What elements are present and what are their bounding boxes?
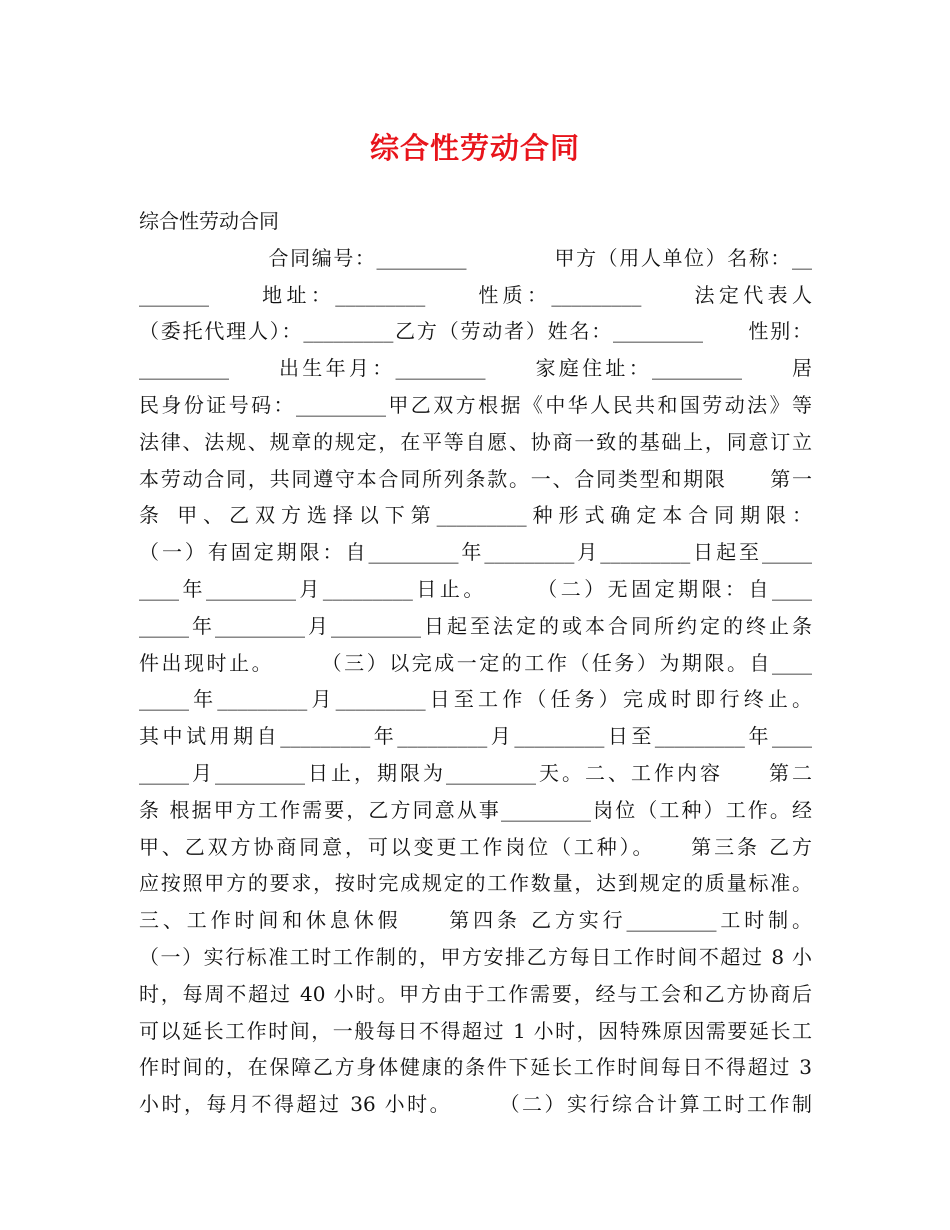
- body-line: （一）实行标准工时工作制的，甲方安排乙方每日工作时间不超过 8 小: [139, 944, 812, 969]
- body-line: 时，每周不超过 40 小时。甲方由于工作需要，经与工会和乙方协商后: [139, 981, 812, 1006]
- body-line: _____年_________月_________日起至法定的或本合同所约定的终止条: [139, 613, 812, 638]
- body-line: 可以延长工作时间，一般每日不得超过 1 小时，因特殊原因需要延长工: [139, 1018, 812, 1043]
- body-line: 民身份证号码：_________甲乙双方根据《中华人民共和国劳动法》等: [139, 392, 812, 417]
- body-line: 作时间的，在保障乙方身体健康的条件下延长工作时间每日不得超过 3: [139, 1055, 812, 1080]
- body-line: 三、工作时间和休息休假 第四条 乙方实行_________工时制。: [139, 908, 812, 933]
- document-title: 综合性劳动合同: [369, 131, 580, 165]
- body-line: _________ 出生年月：_________ 家庭住址：_________ 居: [139, 356, 812, 381]
- body-line: 件出现时止。 （三）以完成一定的工作（任务）为期限。自____: [139, 650, 812, 675]
- body-line: （委托代理人）：_________乙方（劳动者）姓名：_________ 性别：: [139, 319, 812, 344]
- body-line: 小时，每月不得超过 36 小时。 （二）实行综合计算工时工作制: [139, 1092, 812, 1117]
- body-line: 综合性劳动合同: [139, 209, 279, 233]
- body-line: 条 根据甲方工作需要，乙方同意从事_________岗位（工种）工作。经: [139, 797, 812, 822]
- body-line: _____年_________月_________日至工作（任务）完成时即行终止。: [139, 687, 812, 712]
- body-line: _______ 地址：_________ 性质：_________ 法定代表人: [139, 282, 812, 307]
- body-line: 条 甲、乙双方选择以下第_________种形式确定本合同期限：: [139, 503, 812, 528]
- body-line: 甲、乙双方协商同意，可以变更工作岗位（工种）。 第三条 乙方: [139, 834, 812, 859]
- body-line: 合同编号：_________ 甲方（用人单位）名称：__: [139, 245, 812, 270]
- document-body: [139, 203, 812, 1123]
- body-line: 应按照甲方的要求，按时完成规定的工作数量，达到规定的质量标准。: [139, 871, 812, 896]
- body-line: 其中试用期自_________年_________月_________日至_________年____: [139, 724, 812, 749]
- body-line: ____年_________月_________日止。 （二）无固定期限：自____: [139, 576, 812, 601]
- body-line: _____月_________日止，期限为_________天。二、工作内容 第二: [139, 760, 812, 785]
- body-line: 法律、法规、规章的规定，在平等自愿、协商一致的基础上，同意订立: [139, 429, 812, 454]
- body-line: （一）有固定期限：自_________年_________月_________日起至_____: [139, 540, 812, 565]
- body-line: 本劳动合同，共同遵守本合同所列条款。一、合同类型和期限 第一: [139, 466, 812, 491]
